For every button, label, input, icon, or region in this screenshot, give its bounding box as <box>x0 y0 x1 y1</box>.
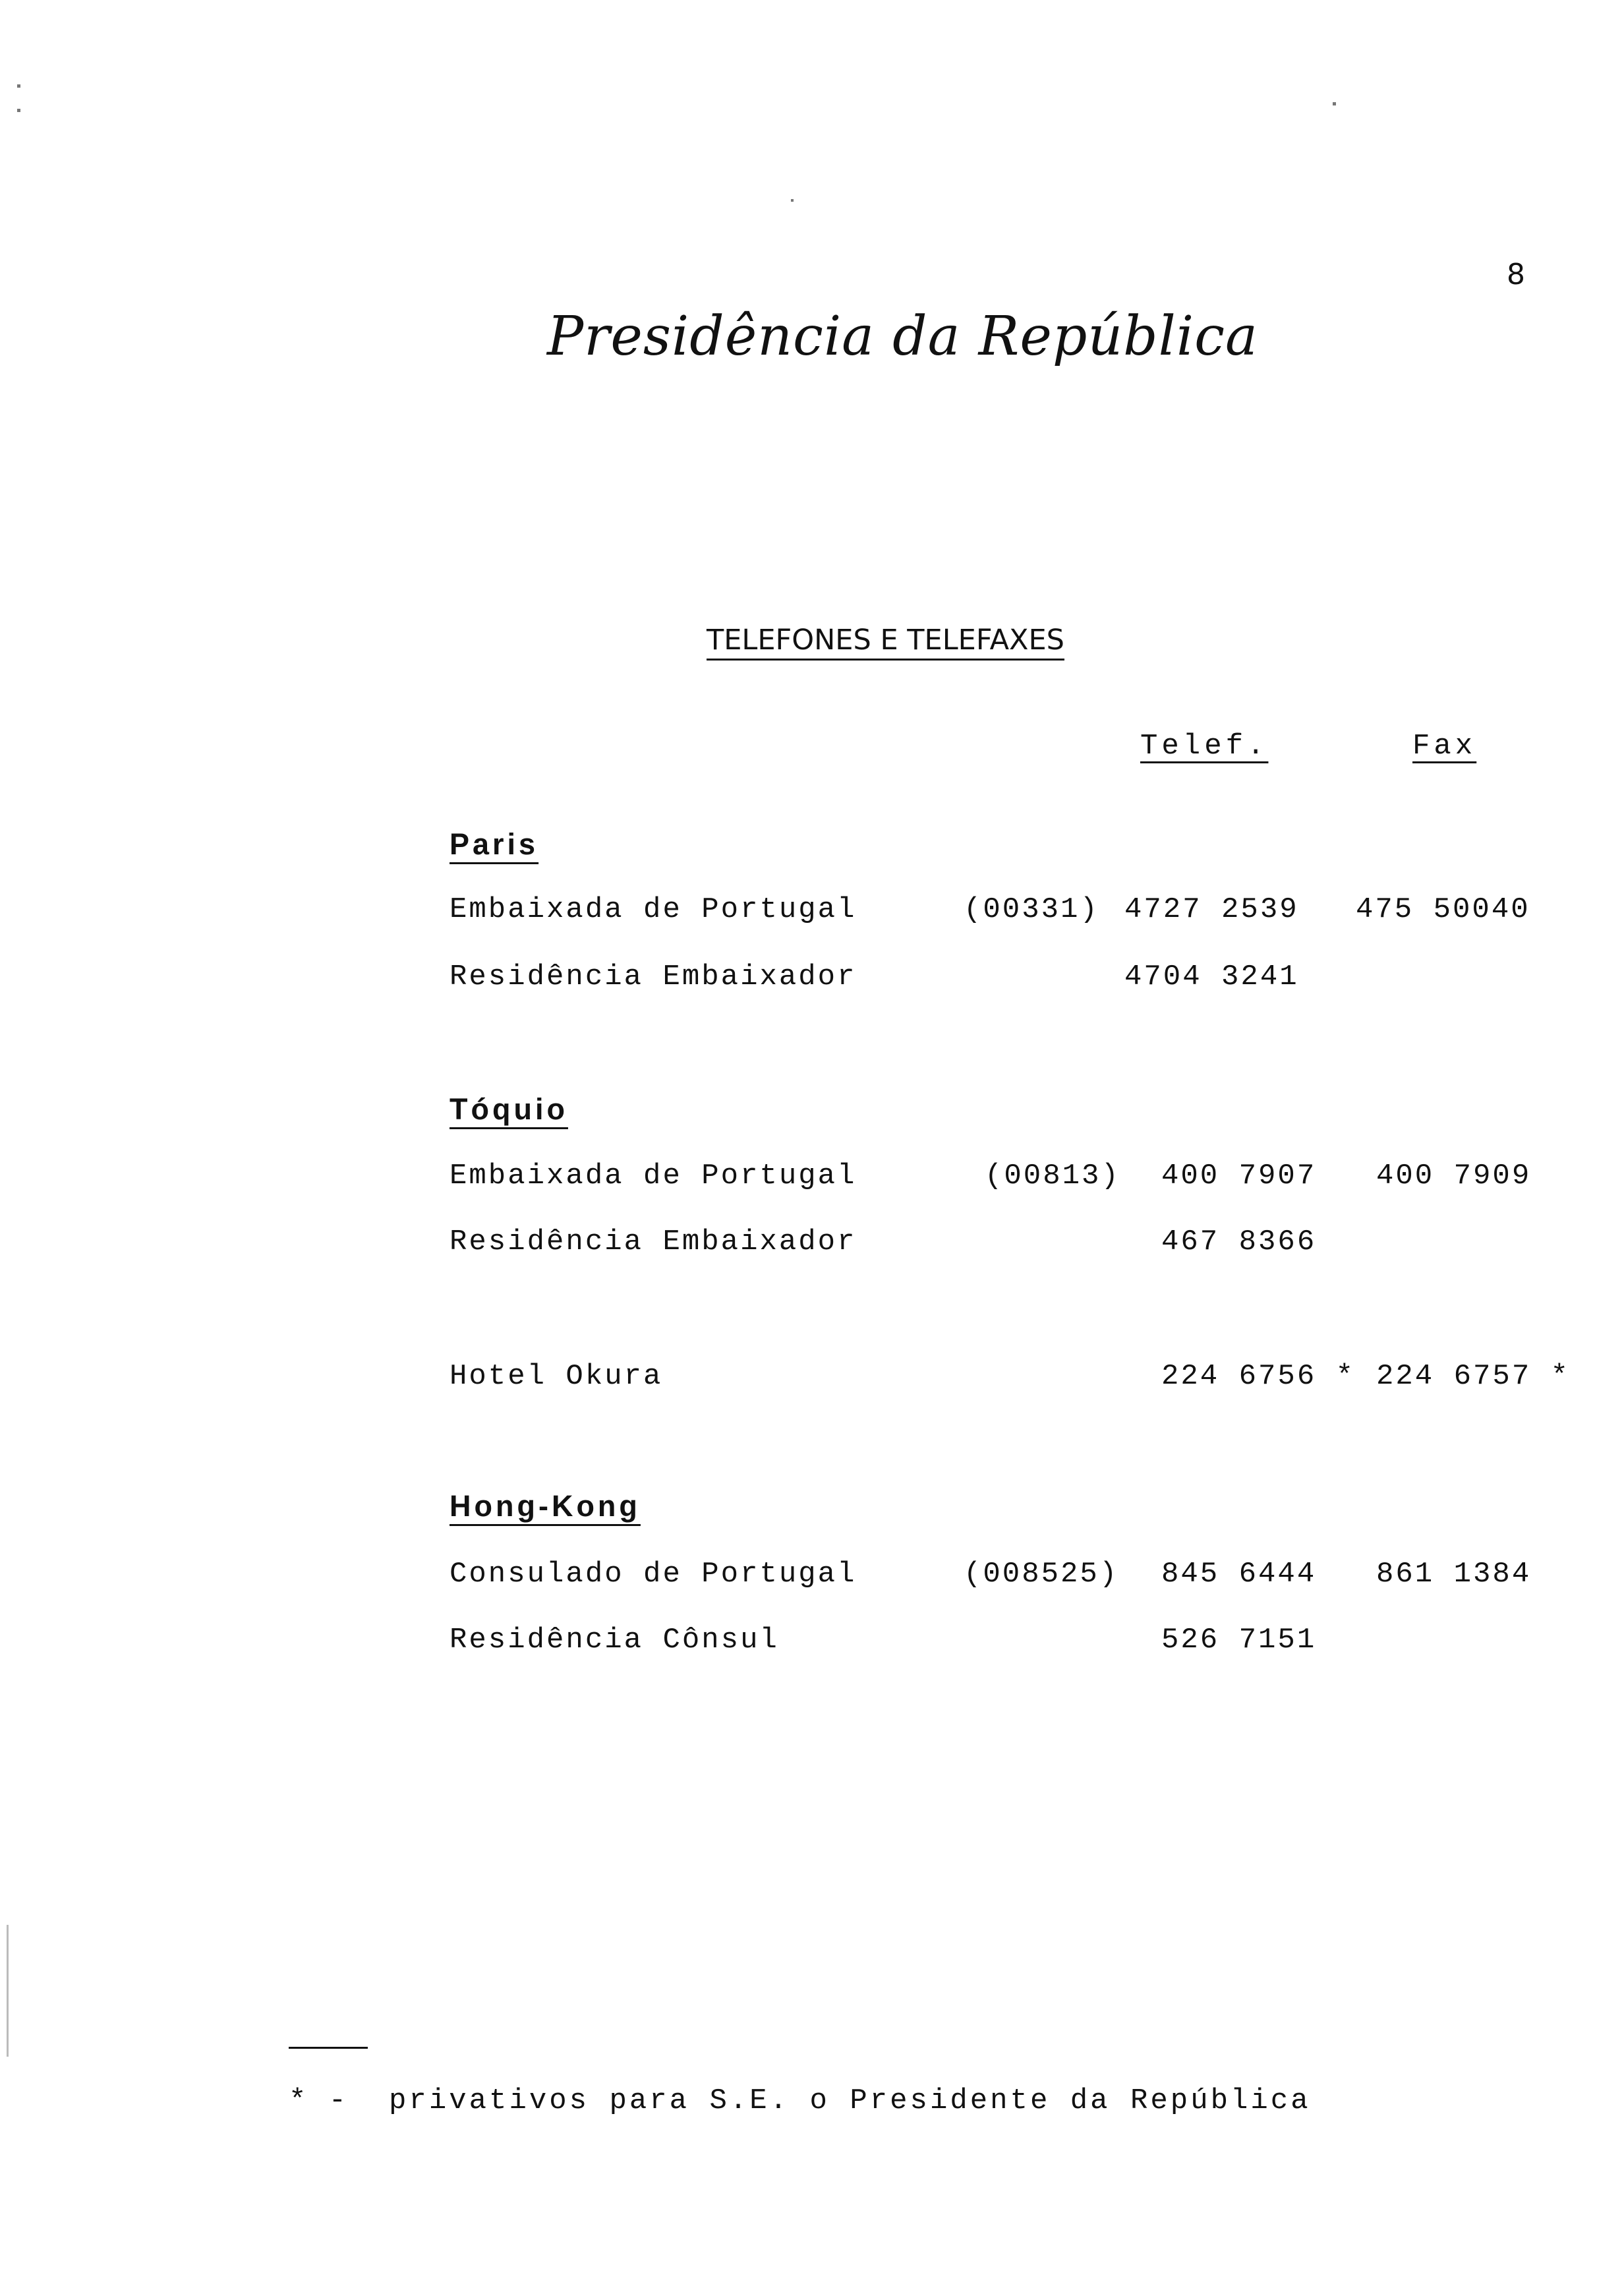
row-label: Embaixada de Portugal <box>450 893 857 926</box>
row-label: Consulado de Portugal <box>450 1558 857 1591</box>
document-title: TELEFONES E TELEFAXES <box>707 624 1064 657</box>
scan-speck <box>17 84 20 88</box>
row-label: Residência Embaixador <box>450 1225 857 1258</box>
footnote-rule <box>289 2047 368 2049</box>
row-telef: 4704 3241 <box>1124 960 1299 993</box>
scan-speck <box>791 199 794 202</box>
row-label: Residência Cônsul <box>450 1624 779 1657</box>
row-telef: 845 6444 <box>1161 1558 1317 1591</box>
row-country-code: (00331) <box>964 893 1099 926</box>
row-fax: 861 1384 <box>1376 1558 1532 1591</box>
scan-speck <box>17 109 20 112</box>
row-label: Hotel Okura <box>450 1360 663 1393</box>
column-header-fax: Fax <box>1412 730 1477 763</box>
row-telef: 224 6756 * <box>1161 1360 1356 1393</box>
page-number: 8 <box>1507 258 1525 291</box>
section-heading-paris: Paris <box>450 827 539 861</box>
row-telef: 400 7907 <box>1161 1160 1317 1192</box>
scan-speck <box>1333 102 1336 105</box>
letterhead-title: Presidência da República <box>547 305 1258 368</box>
row-label: Embaixada de Portugal <box>450 1160 857 1192</box>
column-header-telef: Telef. <box>1140 730 1269 763</box>
row-country-code: (00813) <box>985 1160 1120 1192</box>
section-heading-hong-kong: Hong-Kong <box>450 1489 641 1523</box>
row-fax: 224 6757 * <box>1376 1360 1571 1393</box>
scan-edge-mark <box>7 1925 9 2057</box>
row-fax: 400 7909 <box>1376 1160 1532 1192</box>
row-fax: 475 50040 <box>1356 893 1530 926</box>
row-label: Residência Embaixador <box>450 960 857 993</box>
row-telef: 526 7151 <box>1161 1624 1317 1657</box>
row-telef: 467 8366 <box>1161 1225 1317 1258</box>
row-telef: 4727 2539 <box>1124 893 1299 926</box>
section-heading-toquio: Tóquio <box>450 1092 568 1126</box>
footnote: * - privativos para S.E. o Presidente da República <box>289 2084 1311 2117</box>
row-country-code: (008525) <box>964 1558 1119 1591</box>
